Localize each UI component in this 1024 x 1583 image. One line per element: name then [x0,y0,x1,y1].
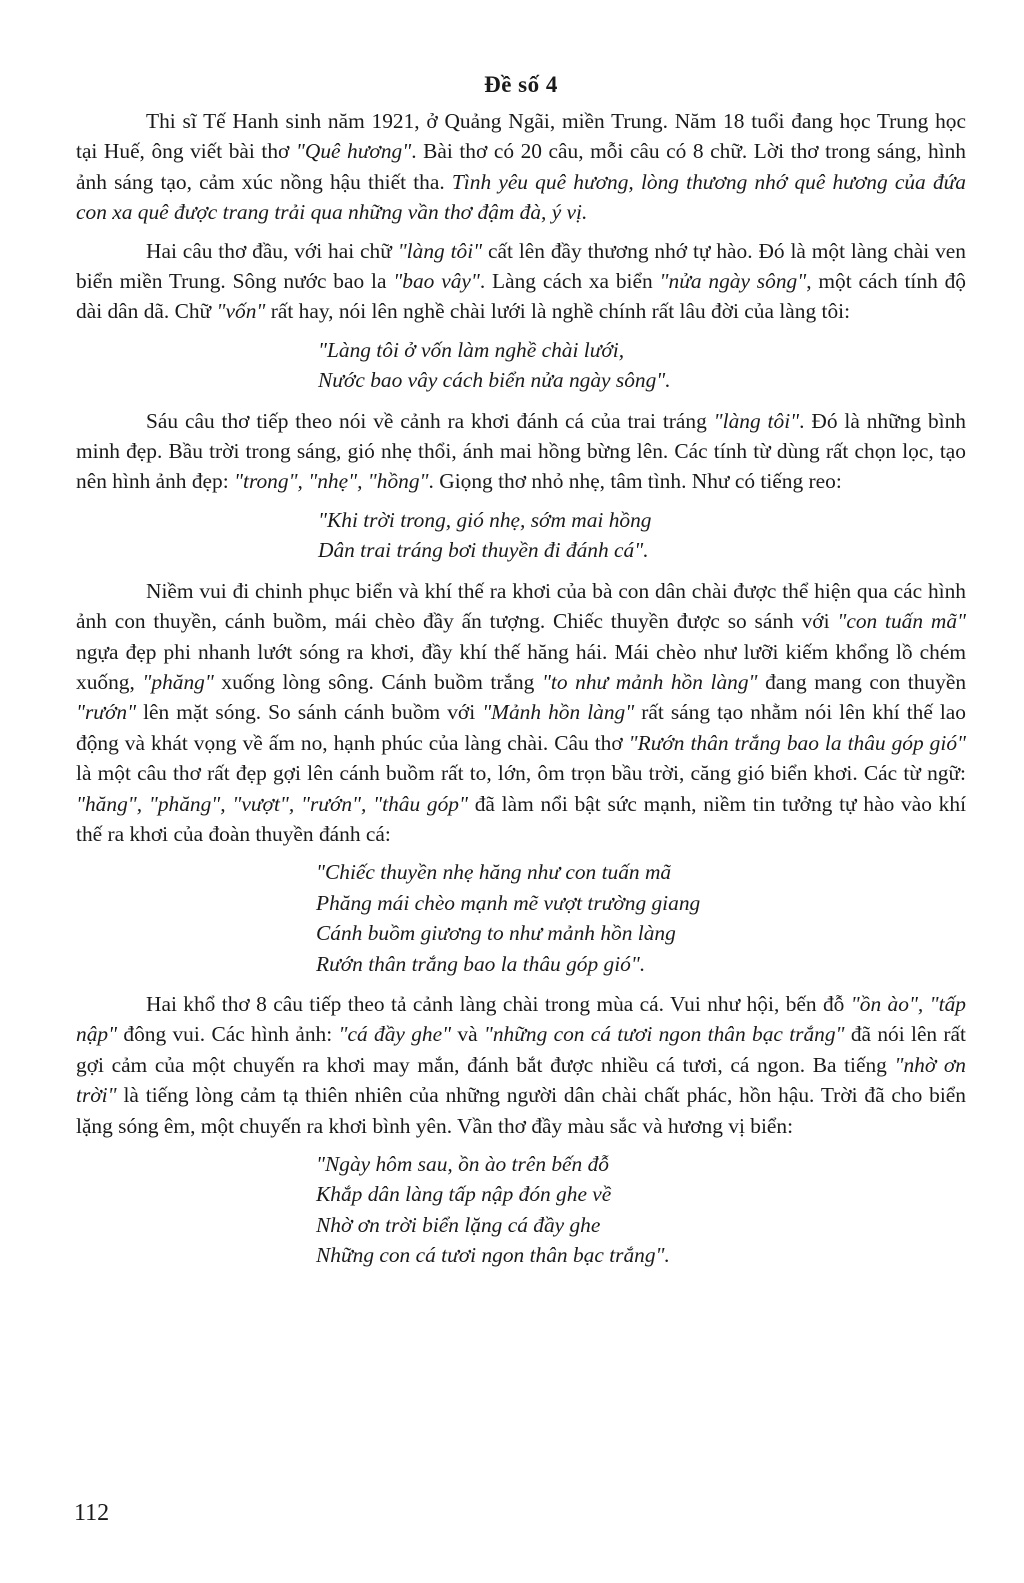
text-run-italic: "rướn" [76,700,137,725]
text-run: là tiếng lòng cảm tạ thiên nhiên của những người dân chài chất phác, hồn hậu. Trời đã cho biển lặng sóng êm, một chuyến ra khơi bình yên. Vần thơ đầy màu sắc và hương vị biển: [76,1083,966,1138]
text-run: xuống lòng sông. Cánh buồm trắng [213,669,542,694]
text-run: lên mặt sóng. So sánh cánh buồm với [136,700,483,725]
poem-line: Nhờ ơn trời biển lặng cá đầy ghe [316,1212,601,1237]
poem-line: Phăng mái chèo mạnh mẽ vượt trường giang [316,890,701,915]
text-run: Thi sĩ Tế Hanh sinh năm 1921, ở Quảng Ngãi, miền Trung. Năm 18 tuổi đang học Trung học tại Huế, ông viết bài thơ [76,109,966,164]
paragraph-3 [76,406,966,497]
text-run-italic: "con tuấn mã" [837,609,966,634]
text-run-italic: "ồn ào", "tấp nập" [76,991,966,1047]
poem-line: Dân trai tráng bơi thuyền đi đánh cá". [318,538,649,563]
text-run-italic: "những con cá tươi ngon thân bạc trắng" [483,1022,845,1047]
text-run: , một cách tính độ dài dân dã. Chữ [76,269,966,324]
page-content [76,72,966,1281]
poem-quote-1 [318,335,966,396]
poem-line: Cánh buồm giương to như mảnh hồn làng [316,921,676,946]
poem-quote-2 [318,505,966,566]
paragraph-5 [76,989,966,1141]
poem-line: Nước bao vây cách biển nửa ngày sông". [318,368,671,393]
text-run-italic: "Quê hương" [295,139,412,164]
poem-line: "Ngày hôm sau, ồn ào trên bến đỗ [316,1152,609,1176]
poem-line: Khắp dân làng tấp nập đón ghe về [316,1182,612,1207]
text-run: . Đó là những bình minh đẹp. Bầu trời trong sáng, gió nhẹ thổi, ánh mai hồng bừng lên. Các tính từ dùng rất chọn lọc, tạo nên hình ảnh đẹp: [76,408,966,494]
paragraph-2 [76,236,966,327]
poem-line: Rướn thân trắng bao la thâu góp gió". [316,951,646,976]
paragraph-4 [76,576,966,850]
text-run-italic: "làng tôi" [397,238,483,263]
text-run: . Làng cách xa biển [479,269,660,294]
text-run-italic: "Rướn thân trắng bao la thâu góp gió" [628,730,966,755]
text-run-italic: "Mảnh hồn làng" [482,700,635,725]
text-run-italic: "nửa ngày sông" [659,269,807,294]
poem-line: "Chiếc thuyền nhẹ hăng như con tuấn mã [316,860,672,885]
poem-quote-3 [316,857,966,979]
text-run: và [451,1022,484,1047]
text-run: đông vui. Các hình ảnh: [117,1022,339,1047]
paragraph-1 [76,106,966,228]
exam-title: Đề số 4 [484,72,558,97]
text-run-italic: "trong", "nhẹ", "hồng" [234,469,429,494]
text-run-italic: "làng tôi" [713,408,800,433]
text-run: rất hay, nói lên nghề chài lưới là nghề chính rất lâu đời của làng tôi: [265,299,851,324]
text-run: cất lên đầy thương nhớ tự hào. Đó là một làng chài ven biển miền Trung. Sông nước bao la [76,238,966,294]
text-run: . Giọng thơ nhỏ nhẹ, tâm tình. Như có tiếng reo: [428,469,842,494]
text-run-italic: "bao vây" [393,269,480,294]
poem-line: "Làng tôi ở vốn làm nghề chài lưới, [318,337,625,362]
text-run: đã làm nổi bật sức mạnh, niềm tin tưởng tự hào vào khí thế ra khơi của đoàn thuyền đánh cá: [76,791,967,846]
poem-line: "Khi trời trong, gió nhẹ, sớm mai hồng [318,507,652,532]
text-run: rất sáng tạo nhằm nói lên khí thế lao động và khát vọng về ấm no, hạnh phúc của làng chài. Câu thơ [76,700,966,755]
text-run: đã nói lên rất gợi cảm của một chuyến ra khơi may mắn, đánh bắt được nhiều cá tươi, cá ngon. Ba tiếng [76,1022,966,1077]
text-run-italic: "phăng" [142,669,214,694]
text-run-italic: Tình yêu quê hương, lòng thương nhớ quê hương của đứa con xa quê được trang trải qua những vần thơ đậm đà, ý vị. [76,169,966,225]
text-run-italic: "to như mảnh hồn làng" [541,669,758,694]
text-run-italic: "vốn" [216,299,266,324]
poem-quote-4 [316,1149,966,1271]
text-run-italic: "hăng", "phăng", "vượt", "rướn", "thâu góp" [76,791,468,816]
text-run: Niềm vui đi chinh phục biển và khí thế ra khơi của bà con dân chài được thể hiện qua các hình ảnh con thuyền, cánh buồm, mái chèo đầy ấn tượng. Chiếc thuyền được so sánh với [76,578,966,634]
text-run: Hai khổ thơ 8 câu tiếp theo tả cảnh làng chài trong mùa cá. Vui như hội, bến đỗ [146,991,851,1016]
text-run: ngựa đẹp phi nhanh lướt sóng ra khơi, đầy khí thế hăng hái. Mái chèo như lưỡi kiếm khổng lồ chém xuống, [76,639,966,694]
text-run: Sáu câu thơ tiếp theo nói về cảnh ra khơi đánh cá của trai tráng [146,408,714,433]
text-run: là một câu thơ rất đẹp gợi lên cánh buồm rất to, lớn, ôm trọn bầu trời, căng gió biển khơi. Các từ ngữ: [76,761,966,786]
text-run: đang mang con thuyền [757,669,967,694]
text-run-italic: "cá đầy ghe" [338,1022,452,1047]
text-run: . Bài thơ có 20 câu, mỗi câu có 8 chữ. Lời thơ trong sáng, hình ảnh sáng tạo, cảm xúc nồng hậu thiết tha. [76,139,966,194]
text-run: Hai câu thơ đầu, với hai chữ [146,238,398,263]
text-run-italic: "nhờ ơn trời" [76,1052,966,1108]
page-number: 112 [74,1500,110,1526]
poem-line: Những con cá tươi ngon thân bạc trắng". [316,1243,670,1268]
